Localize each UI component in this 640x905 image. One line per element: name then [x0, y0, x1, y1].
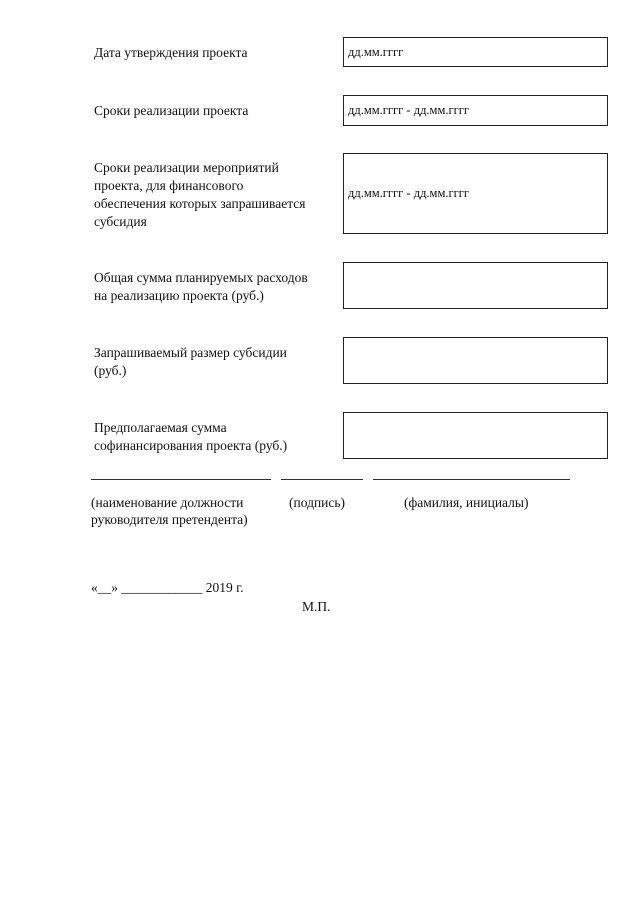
signature-line[interactable] — [281, 479, 363, 480]
subsidy-activities-period-field[interactable]: дд.мм.гггг - дд.мм.гггг — [343, 153, 608, 234]
name-signature-line[interactable] — [373, 479, 570, 480]
project-period-field[interactable]: дд.мм.гггг - дд.мм.гггг — [343, 95, 608, 126]
name-caption: (фамилия, инициалы) — [404, 495, 529, 510]
total-expenses-field[interactable] — [343, 262, 608, 309]
project-period-label: Сроки реализации проекта — [94, 103, 249, 118]
approval-date-field[interactable]: дд.мм.гггг — [343, 37, 608, 67]
subsidy-amount-label: Запрашиваемый размер субсидии (руб.) — [94, 345, 287, 378]
subsidy-amount-field[interactable] — [343, 337, 608, 384]
position-caption: (наименование должности руководителя претендента) — [91, 495, 248, 527]
approval-date-label: Дата утверждения проекта — [94, 45, 248, 60]
total-expenses-label: Общая сумма планируемых расходов на реализацию проекта (руб.) — [94, 270, 308, 303]
date-line: «__» ____________ 2019 г. — [91, 580, 244, 595]
stamp-placeholder: М.П. — [302, 599, 331, 614]
cofinancing-amount-field[interactable] — [343, 412, 608, 459]
position-signature-line[interactable] — [91, 479, 271, 480]
signature-caption: (подпись) — [289, 495, 346, 510]
subsidy-activities-period-label: Сроки реализации мероприятий проекта, для финансового обеспечения которых запрашивается субсидия — [94, 160, 306, 229]
cofinancing-amount-label: Предполагаемая сумма софинансирования проекта (руб.) — [94, 420, 288, 453]
